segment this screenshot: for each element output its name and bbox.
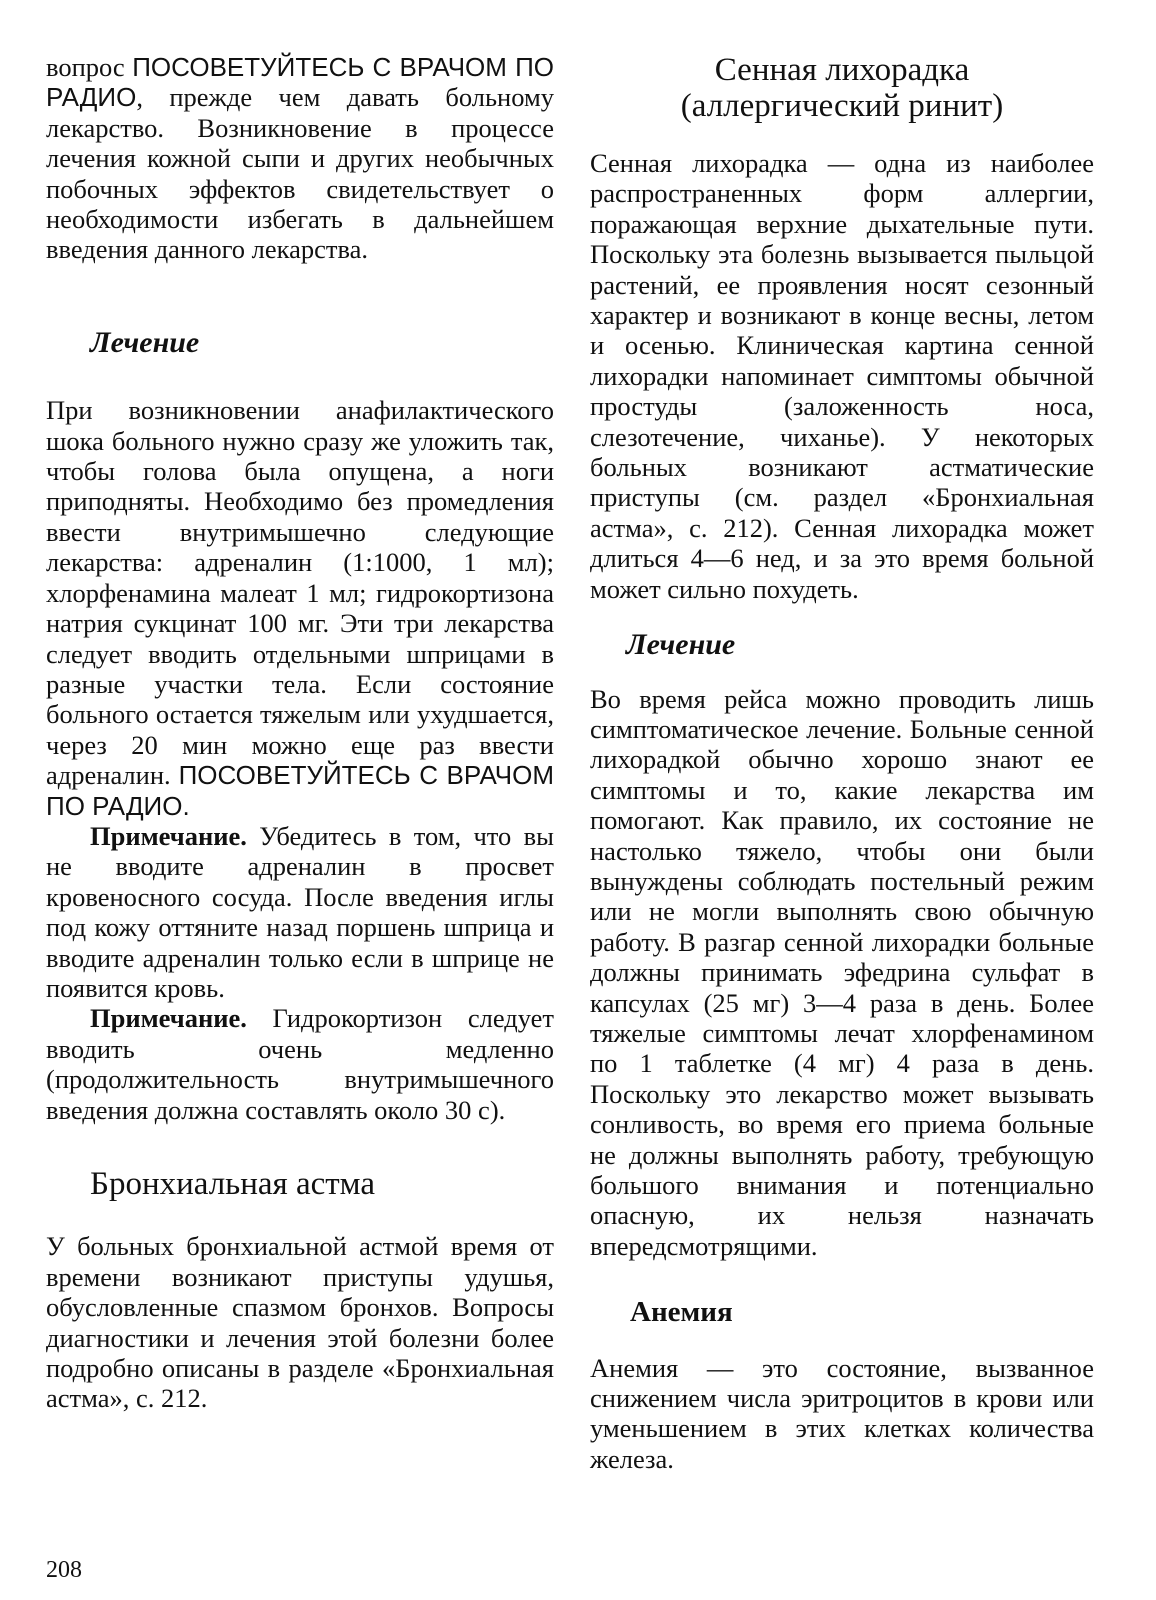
paragraph-intro [46,52,554,265]
right-column [590,52,1094,1474]
consult-radio-caps: ПОСОВЕТУЙТЕСЬ С ВРАЧОМ ПО РАДИО [46,52,554,113]
treatment-heading-left: Лечение [90,325,200,359]
paragraph-asthma: У больных бронхиальной астмой время от времени возникают приступы удушья, обусловленные спазмом бронхов. Вопросы диагностики и лечения этой болезни более подробно описаны в разделе «Бронхиальная астма», с. 212. [46,1231,554,1414]
asthma-heading: Бронхиальная астма [90,1166,375,1202]
note-2-text: Гидрокортизон следует вводить очень медленно (продолжительность внутримышечного введения должна составлять около 30 с). [46,1003,554,1125]
note-1-label: Примечание. [90,820,247,851]
page-number: 208 [46,1557,82,1583]
consult-radio-caps-2: ПОСОВЕТУЙТЕСЬ С ВРАЧОМ ПО РАДИО. [46,760,554,821]
paragraph-hay-fever-treatment: Во время рейса можно проводить лишь симптоматическое лечение. Больные сенной лихорадкой обычно хорошо знают ее симптомы и то, какие лекарства им помогают. Как правило, их состояние не настолько тяжело, чтобы они были вынуждены соблюдать постельный режим или не могли выполнять свою обычную работу. В разгар сенной лихорадки больные должны принимать эфедрина сульфат в капсулах (25 мг) 3—4 раза в день. Более тяжелые симптомы лечат хлорфенамином по 1 таблетке (4 мг) 4 раза в день. Поскольку это лекарство может вызывать сонливость, во время его приема больные не должны выполнять работу, требующую большого внимания и потенциально опасную, их нельзя назначать впередсмотрящими. [590,683,1094,1261]
left-column [46,52,554,1414]
treatment-heading-right: Лечение [626,628,736,662]
note-2 [46,1003,554,1125]
hay-fever-title-line2: (аллергический ринит) [680,88,1004,124]
paragraph-anemia: Анемия — это состояние, вызванное снижением числа эритроцитов в крови или уменьшением в этих клетках количества железа. [590,1352,1094,1474]
note-2-label: Примечание. [90,1003,247,1034]
note-1 [46,821,554,1003]
hay-fever-title [590,52,1094,124]
hay-fever-title-line1: Сенная лихорадка [714,52,970,88]
intro-rest: , прежде чем давать больному лекарство. Возникновение в процессе лечения кожной сыпи и других необычных побочных эффектов свидетельствует о необходимости избегать в дальнейшем введения данного лекарства. [46,82,554,265]
intro-start: вопрос [46,52,133,82]
paragraph-anaphylaxis [46,395,554,821]
anemia-heading: Анемия [630,1296,733,1329]
paragraph-hay-fever: Сенная лихорадка — одна из наиболее распространенных форм аллергии, поражающая верхние дыхательные пути. Поскольку эта болезнь вызывается пыльцой растений, ее проявления носят сезонный характер и возникают в конце весны, летом и осенью. Клиническая картина сенной лихорадки напоминает симптомы обычной простуды (заложенность носа, слезотечение, чиханье). У некоторых больных возникают астматические приступы (см. раздел «Бронхиальная астма», с. 212). Сенная лихорадка может длиться 4—6 нед, и за это время больной может сильно похудеть. [590,148,1094,604]
anaphylaxis-text: При возникновении анафилактического шока больного нужно сразу же уложить так, чтобы голова была опущена, а ноги приподняты. Необходимо без промедления ввести внутримышечно следующие лекарства: адреналин (1:1000, 1 мл); хлорфенамина малеат 1 мл; гидрокортизона натрия сукцинат 100 мг. Эти три лекарства следует вводить отдельными шприцами в разные участки тела. Если состояние больного остается тяжелым или ухудшается, через 20 мин можно еще раз ввести адреналин. [46,395,554,791]
note-1-text: Убедитесь в том, что вы не вводите адреналин в просвет кровеносного сосуда. После введения иглы под кожу оттяните назад поршень шприца и вводите адреналин только если в шприце не появится кровь. [46,820,554,1003]
